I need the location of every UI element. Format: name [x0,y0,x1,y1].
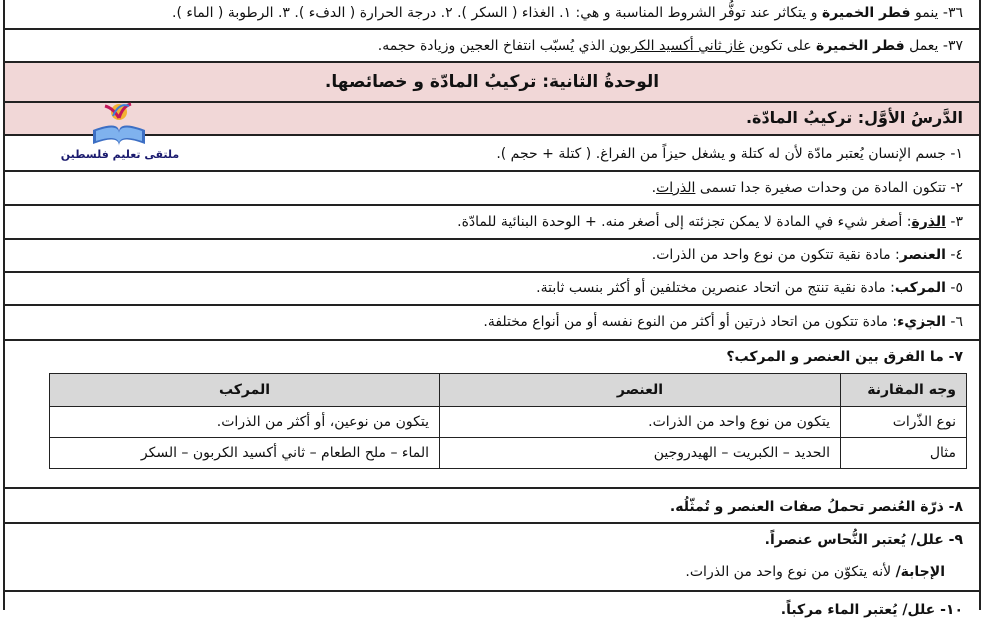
item-37: ٣٧- يعمل فطر الخميرة على تكوين غاز ثاني أكسيد الكربون الذي يُسبّب انتفاخ العجين وزيادة حجمه. [5,30,979,63]
unit-title: الوحدةُ الثانية: تركيبُ المادّة و خصائصها. [5,63,979,103]
table-header: وجه المقارنة [841,374,967,407]
item-36: ٣٦- ينمو فطر الخميرة و يتكاثر عند توفُّر الشروط المناسبة و هي: ١. الغذاء ( السكر ). ٢. درجة الحرارة ( الدفء ). ٣. الرطوبة ( الماء ). [5,0,979,30]
table-header-row [50,374,967,407]
item-1: ١- جسم الإنسان يُعتبر مادّة لأن له كتلة و يشغل حيزاً من الفراغ. ( كتلة + حجم ). [5,136,979,172]
logo-caption: ملتقى تعليم فلسطين [60,148,180,161]
table-cell: الماء – ملح الطعام – ثاني أكسيد الكربون – السكر [50,438,440,469]
item-4: ٤- العنصر: مادة نقية تتكون من نوع واحد من الذرات. [5,240,979,273]
table-row [50,438,967,469]
worksheet-page [3,0,981,618]
item-7: ٧- ما الفرق بين العنصر و المركب؟ [5,341,979,489]
lesson-title: الدَّرسُ الأوَّل: تركيبُ المادّة. [5,103,979,136]
item-8: ٨- ذرّة العُنصر تحملُ صفات العنصر و تُمثّلُه. [5,489,979,524]
table-cell: مثال [841,438,967,469]
item-10: ١٠- علل/ يُعتبر الماء مركباً. [780,602,963,618]
table-cell: الحديد – الكبريت – الهيدروجين [440,438,841,469]
table-cell: يتكون من نوعين، أو أكثر من الذرات. [50,407,440,438]
item-9-answer: الإجابة/ لأنه يتكوّن من نوع واحد من الذرات. [685,564,945,580]
item-6: ٦- الجزيء: مادة تتكون من اتحاد ذرتين أو أكثر من النوع نفسه أو من أنواع مختلفة. [5,306,979,341]
item-5: ٥- المركب: مادة نقية تنتج من اتحاد عنصرين مختلفين أو أكثر بنسب ثابتة. [5,273,979,306]
item-2: ٢- تتكون المادة من وحدات صغيرة جدا تسمى الذرات. [5,172,979,206]
comparison-table [49,373,967,469]
table-row [50,407,967,438]
item-9: ٩- علل/ يُعتبر النُّحاس عنصراً. الإجابة/ لأنه يتكوّن من نوع واحد من الذرات. [5,524,979,592]
item-3: ٣- الذرة: أصغر شيء في المادة لا يمكن تجزئته إلى أصغر منه. + الوحدة البنائية للمادّة. [5,206,979,240]
table-header: العنصر [440,374,841,407]
table-cell: نوع الذّرات [841,407,967,438]
table-header: المركب [50,374,440,407]
table-cell: يتكون من نوع واحد من الذرات. [440,407,841,438]
